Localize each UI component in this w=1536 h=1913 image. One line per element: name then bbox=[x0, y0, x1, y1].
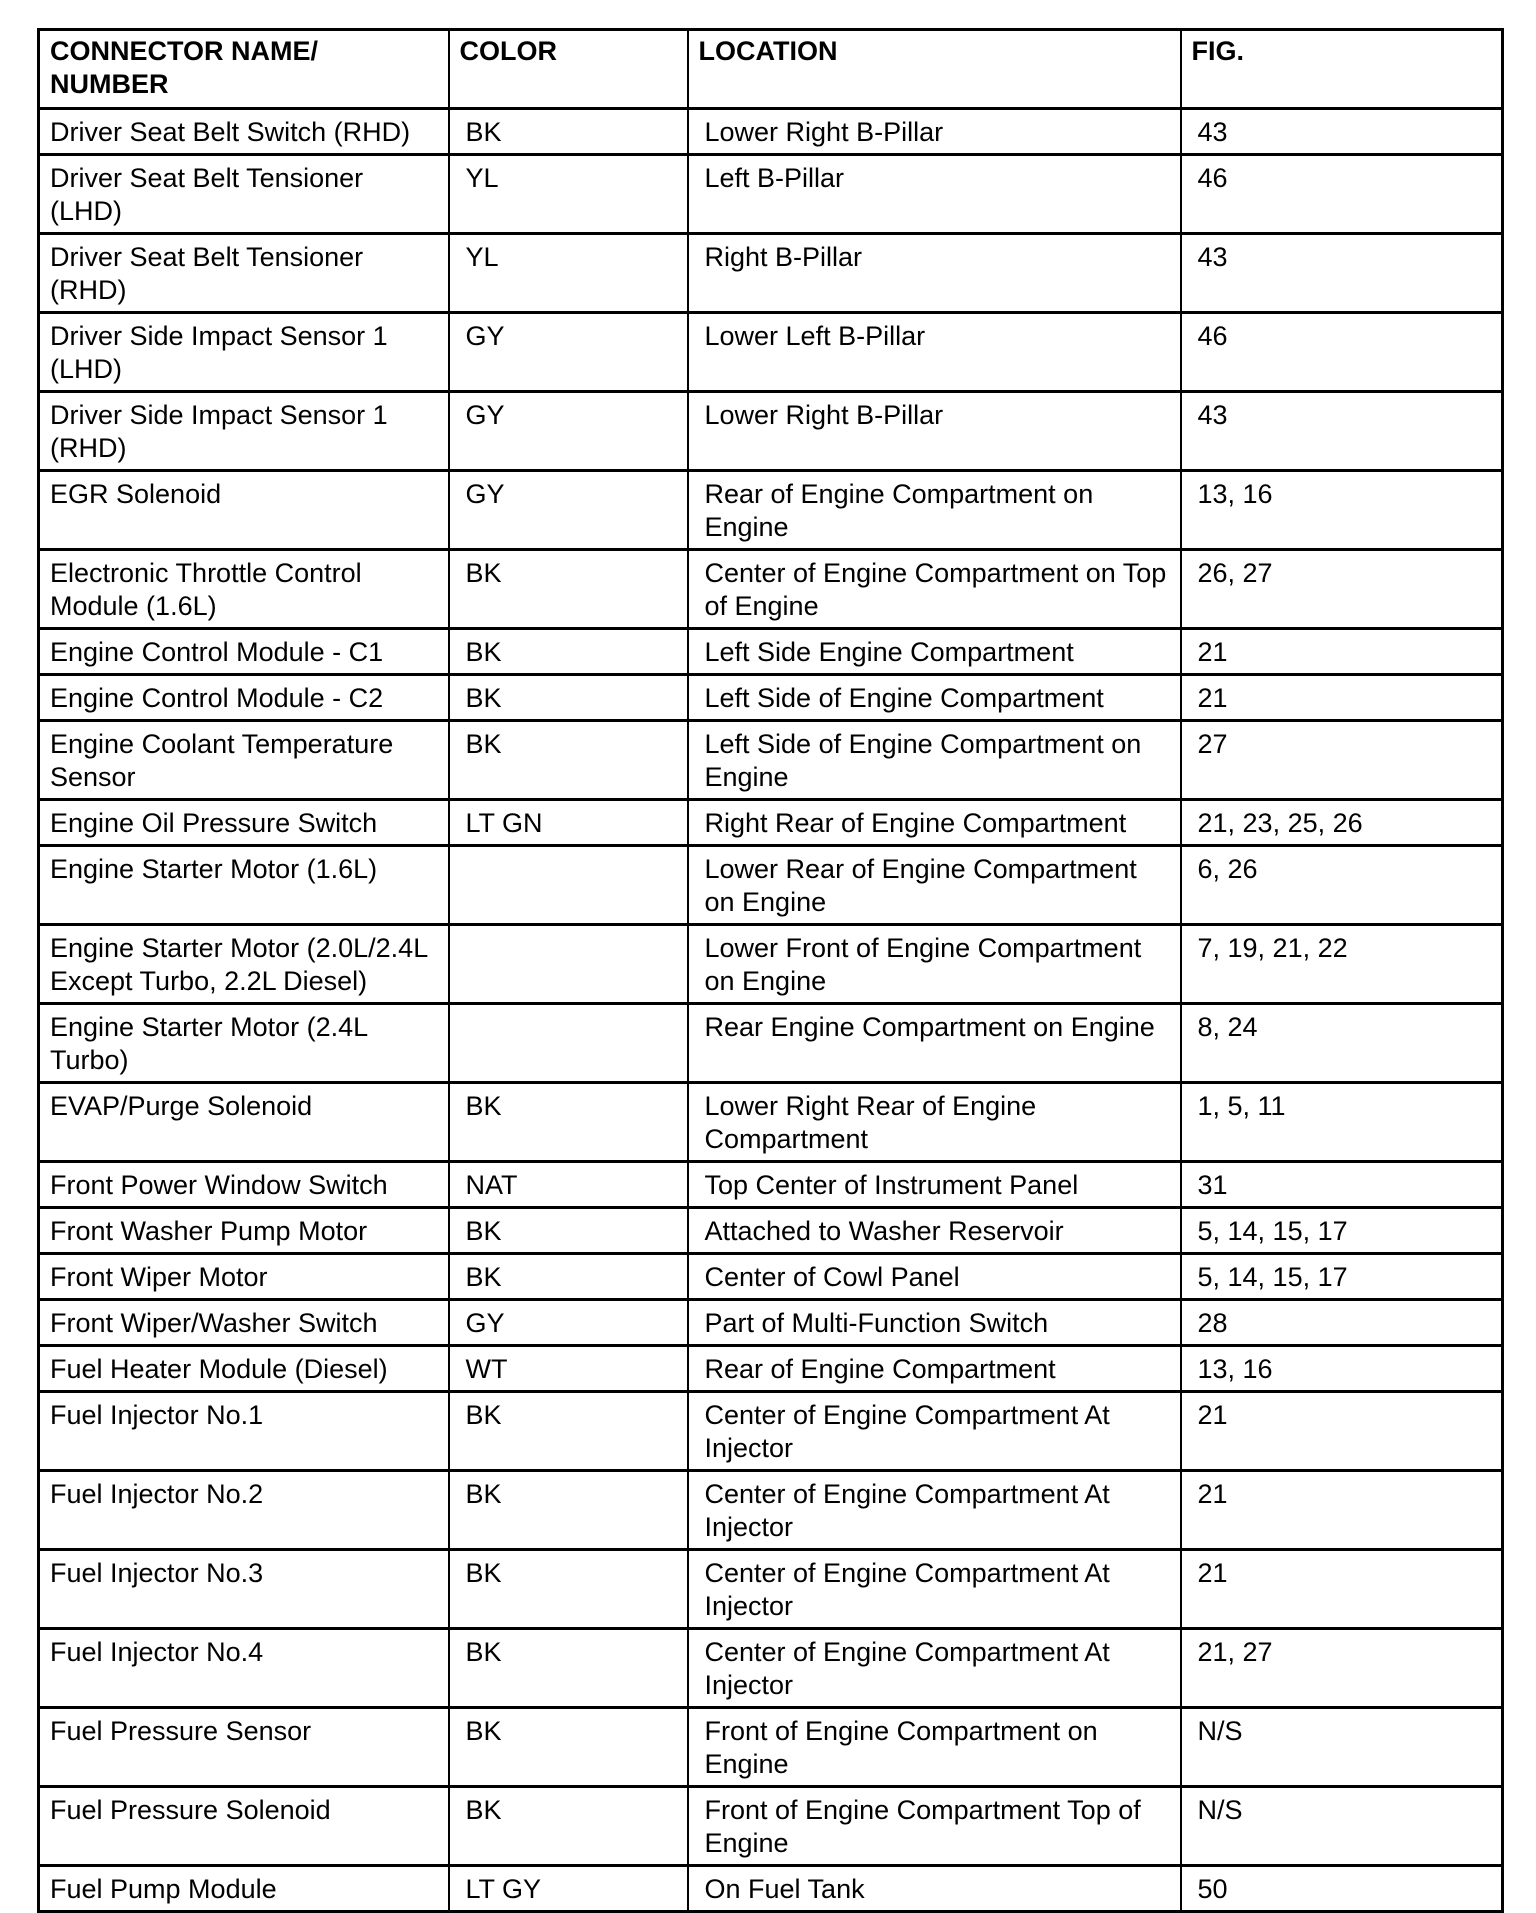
table-row bbox=[39, 721, 1503, 800]
cell-color: BK bbox=[449, 1550, 688, 1629]
cell-color: BK bbox=[449, 675, 688, 721]
cell-fig: 21 bbox=[1181, 1550, 1503, 1629]
cell-color: LT GN bbox=[449, 800, 688, 846]
table-row bbox=[39, 846, 1503, 925]
cell-connector-name: Fuel Heater Module (Diesel) bbox=[39, 1346, 449, 1392]
cell-connector-name: Fuel Injector No.1 bbox=[39, 1392, 449, 1471]
cell-connector-name: Engine Control Module - C1 bbox=[39, 629, 449, 675]
cell-fig: 6, 26 bbox=[1181, 846, 1503, 925]
cell-fig: 43 bbox=[1181, 392, 1503, 471]
cell-color: BK bbox=[449, 629, 688, 675]
cell-location: Lower Right B-Pillar bbox=[688, 392, 1181, 471]
table-row bbox=[39, 1471, 1503, 1550]
cell-connector-name: Front Wiper/Washer Switch bbox=[39, 1300, 449, 1346]
table-row bbox=[39, 800, 1503, 846]
cell-connector-name: Engine Oil Pressure Switch bbox=[39, 800, 449, 846]
cell-location: Center of Engine Compartment At Injector bbox=[688, 1550, 1181, 1629]
cell-connector-name: Fuel Injector No.2 bbox=[39, 1471, 449, 1550]
cell-color: BK bbox=[449, 550, 688, 629]
cell-connector-name: Front Power Window Switch bbox=[39, 1162, 449, 1208]
connector-location-sheet bbox=[37, 28, 1501, 1913]
table-row bbox=[39, 675, 1503, 721]
connector-table bbox=[37, 28, 1504, 1913]
cell-location: Rear Engine Compartment on Engine bbox=[688, 1004, 1181, 1083]
cell-location: Center of Engine Compartment At Injector bbox=[688, 1629, 1181, 1708]
table-row bbox=[39, 1550, 1503, 1629]
cell-color: GY bbox=[449, 392, 688, 471]
cell-location: Lower Right B-Pillar bbox=[688, 109, 1181, 155]
cell-connector-name: Driver Side Impact Sensor 1 (LHD) bbox=[39, 313, 449, 392]
cell-location: Top Center of Instrument Panel bbox=[688, 1162, 1181, 1208]
cell-color: GY bbox=[449, 471, 688, 550]
cell-color: GY bbox=[449, 1300, 688, 1346]
cell-fig: 13, 16 bbox=[1181, 471, 1503, 550]
cell-connector-name: Engine Control Module - C2 bbox=[39, 675, 449, 721]
cell-connector-name: Driver Seat Belt Tensioner (LHD) bbox=[39, 155, 449, 234]
cell-color: YL bbox=[449, 155, 688, 234]
cell-location: Lower Right Rear of Engine Compartment bbox=[688, 1083, 1181, 1162]
cell-color: BK bbox=[449, 1254, 688, 1300]
cell-fig: 26, 27 bbox=[1181, 550, 1503, 629]
cell-location: Lower Rear of Engine Compartment on Engine bbox=[688, 846, 1181, 925]
cell-color: BK bbox=[449, 1208, 688, 1254]
cell-color: BK bbox=[449, 1392, 688, 1471]
cell-location: Rear of Engine Compartment bbox=[688, 1346, 1181, 1392]
cell-color bbox=[449, 1004, 688, 1083]
cell-location: Left Side of Engine Compartment bbox=[688, 675, 1181, 721]
header-color: COLOR bbox=[449, 30, 688, 109]
cell-location: On Fuel Tank bbox=[688, 1866, 1181, 1912]
cell-location: Right Rear of Engine Compartment bbox=[688, 800, 1181, 846]
table-row bbox=[39, 629, 1503, 675]
cell-location: Lower Left B-Pillar bbox=[688, 313, 1181, 392]
cell-fig: 21 bbox=[1181, 1471, 1503, 1550]
cell-fig: 8, 24 bbox=[1181, 1004, 1503, 1083]
table-row bbox=[39, 392, 1503, 471]
cell-color: BK bbox=[449, 109, 688, 155]
cell-fig: 21, 27 bbox=[1181, 1629, 1503, 1708]
cell-location: Center of Cowl Panel bbox=[688, 1254, 1181, 1300]
cell-connector-name: EGR Solenoid bbox=[39, 471, 449, 550]
table-row bbox=[39, 550, 1503, 629]
cell-color: BK bbox=[449, 721, 688, 800]
cell-connector-name: Fuel Pressure Solenoid bbox=[39, 1787, 449, 1866]
cell-location: Center of Engine Compartment on Top of Engine bbox=[688, 550, 1181, 629]
header-fig: FIG. bbox=[1181, 30, 1503, 109]
cell-fig: 7, 19, 21, 22 bbox=[1181, 925, 1503, 1004]
table-row bbox=[39, 313, 1503, 392]
cell-color: BK bbox=[449, 1471, 688, 1550]
cell-fig: 43 bbox=[1181, 234, 1503, 313]
cell-location: Center of Engine Compartment At Injector bbox=[688, 1392, 1181, 1471]
cell-connector-name: Electronic Throttle Control Module (1.6L) bbox=[39, 550, 449, 629]
table-row bbox=[39, 109, 1503, 155]
cell-location: Center of Engine Compartment At Injector bbox=[688, 1471, 1181, 1550]
cell-location: Left Side of Engine Compartment on Engine bbox=[688, 721, 1181, 800]
cell-connector-name: Driver Seat Belt Switch (RHD) bbox=[39, 109, 449, 155]
cell-connector-name: Engine Starter Motor (2.4L Turbo) bbox=[39, 1004, 449, 1083]
cell-connector-name: Fuel Injector No.3 bbox=[39, 1550, 449, 1629]
table-row bbox=[39, 155, 1503, 234]
table-row bbox=[39, 1787, 1503, 1866]
cell-color: YL bbox=[449, 234, 688, 313]
cell-location: Left B-Pillar bbox=[688, 155, 1181, 234]
table-row bbox=[39, 1208, 1503, 1254]
cell-fig: 21 bbox=[1181, 629, 1503, 675]
table-row bbox=[39, 1346, 1503, 1392]
cell-connector-name: Front Wiper Motor bbox=[39, 1254, 449, 1300]
table-row bbox=[39, 1629, 1503, 1708]
cell-connector-name: Engine Starter Motor (1.6L) bbox=[39, 846, 449, 925]
cell-color: NAT bbox=[449, 1162, 688, 1208]
cell-location: Front of Engine Compartment on Engine bbox=[688, 1708, 1181, 1787]
cell-connector-name: Engine Starter Motor (2.0L/2.4L Except Turbo, 2.2L Diesel) bbox=[39, 925, 449, 1004]
cell-connector-name: Engine Coolant Temperature Sensor bbox=[39, 721, 449, 800]
cell-connector-name: Driver Seat Belt Tensioner (RHD) bbox=[39, 234, 449, 313]
cell-color: LT GY bbox=[449, 1866, 688, 1912]
cell-connector-name: EVAP/Purge Solenoid bbox=[39, 1083, 449, 1162]
table-row bbox=[39, 1162, 1503, 1208]
cell-connector-name: Fuel Pressure Sensor bbox=[39, 1708, 449, 1787]
cell-location: Right B-Pillar bbox=[688, 234, 1181, 313]
cell-fig: 21 bbox=[1181, 675, 1503, 721]
cell-color: BK bbox=[449, 1083, 688, 1162]
cell-fig: 1, 5, 11 bbox=[1181, 1083, 1503, 1162]
table-row bbox=[39, 1004, 1503, 1083]
cell-color: BK bbox=[449, 1787, 688, 1866]
cell-fig: 43 bbox=[1181, 109, 1503, 155]
cell-color: WT bbox=[449, 1346, 688, 1392]
cell-color: BK bbox=[449, 1708, 688, 1787]
cell-color: GY bbox=[449, 313, 688, 392]
cell-fig: 50 bbox=[1181, 1866, 1503, 1912]
header-connector-name: CONNECTOR NAME/ NUMBER bbox=[39, 30, 449, 109]
cell-connector-name: Fuel Pump Module bbox=[39, 1866, 449, 1912]
table-row bbox=[39, 1300, 1503, 1346]
table-row bbox=[39, 1254, 1503, 1300]
cell-color: BK bbox=[449, 1629, 688, 1708]
table-row bbox=[39, 1708, 1503, 1787]
table-row bbox=[39, 471, 1503, 550]
cell-location: Lower Front of Engine Compartment on Engine bbox=[688, 925, 1181, 1004]
cell-fig: 5, 14, 15, 17 bbox=[1181, 1254, 1503, 1300]
cell-fig: N/S bbox=[1181, 1708, 1503, 1787]
table-row bbox=[39, 925, 1503, 1004]
table-row bbox=[39, 1083, 1503, 1162]
cell-fig: 27 bbox=[1181, 721, 1503, 800]
cell-fig: 46 bbox=[1181, 155, 1503, 234]
table-row bbox=[39, 1866, 1503, 1912]
cell-connector-name: Fuel Injector No.4 bbox=[39, 1629, 449, 1708]
cell-location: Front of Engine Compartment Top of Engine bbox=[688, 1787, 1181, 1866]
cell-location: Attached to Washer Reservoir bbox=[688, 1208, 1181, 1254]
table-header bbox=[39, 30, 1503, 109]
cell-fig: 13, 16 bbox=[1181, 1346, 1503, 1392]
cell-connector-name: Driver Side Impact Sensor 1 (RHD) bbox=[39, 392, 449, 471]
cell-fig: 46 bbox=[1181, 313, 1503, 392]
table-row bbox=[39, 234, 1503, 313]
table-body bbox=[39, 109, 1503, 1912]
table-row bbox=[39, 1392, 1503, 1471]
header-location: LOCATION bbox=[688, 30, 1181, 109]
cell-fig: 28 bbox=[1181, 1300, 1503, 1346]
cell-color bbox=[449, 846, 688, 925]
header-row bbox=[39, 30, 1503, 109]
cell-connector-name: Front Washer Pump Motor bbox=[39, 1208, 449, 1254]
cell-fig: 21 bbox=[1181, 1392, 1503, 1471]
cell-fig: 31 bbox=[1181, 1162, 1503, 1208]
cell-fig: 5, 14, 15, 17 bbox=[1181, 1208, 1503, 1254]
cell-location: Part of Multi-Function Switch bbox=[688, 1300, 1181, 1346]
cell-fig: 21, 23, 25, 26 bbox=[1181, 800, 1503, 846]
cell-location: Left Side Engine Compartment bbox=[688, 629, 1181, 675]
cell-location: Rear of Engine Compartment on Engine bbox=[688, 471, 1181, 550]
cell-fig: N/S bbox=[1181, 1787, 1503, 1866]
cell-color bbox=[449, 925, 688, 1004]
